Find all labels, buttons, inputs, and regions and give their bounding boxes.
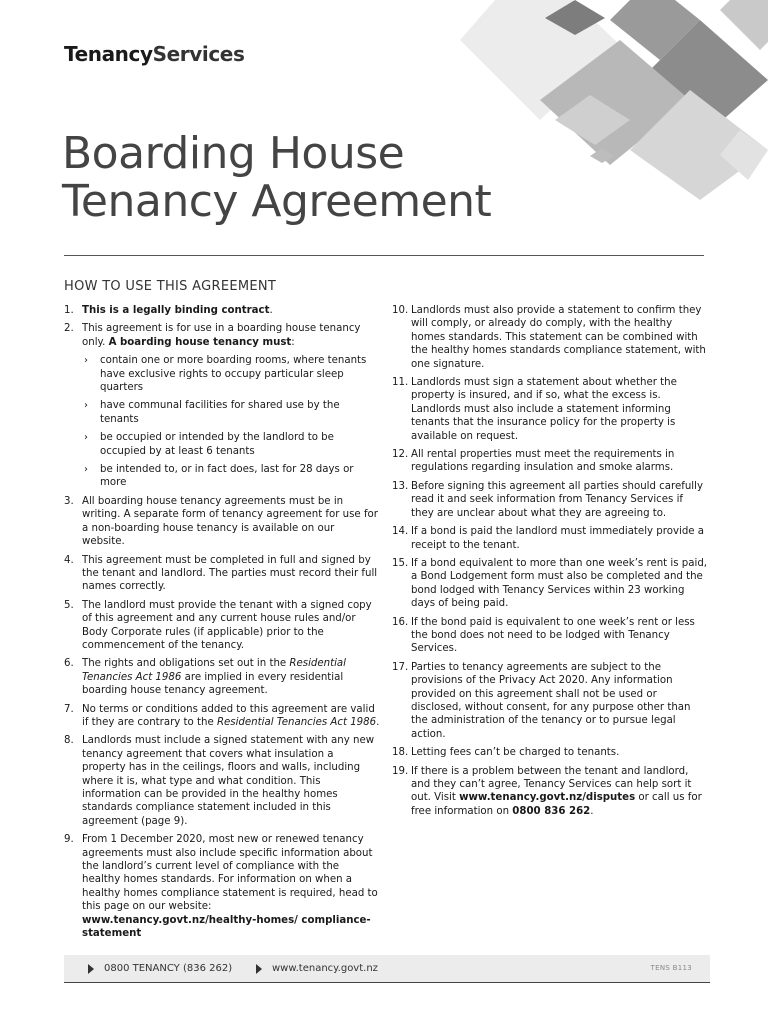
item-number: 6. xyxy=(64,658,74,670)
item-number: 13. xyxy=(392,480,409,492)
item-text: The rights and obligations set out in the xyxy=(82,658,290,670)
page-title xyxy=(62,130,491,226)
item-number: 17. xyxy=(392,661,409,673)
item-text: If a bond equivalent to more than one week’s rent is paid, a Bond Lodgement form must also be completed and the bond lodged with Tenancy Services within 23 working days of being paid. xyxy=(411,557,708,610)
healthy-homes-link[interactable]: www.tenancy.govt.nz/healthy-homes/ compliance-statement xyxy=(82,914,371,940)
footer-phone[interactable]: 0800 TENANCY (836 262) xyxy=(104,963,233,974)
item-number: 10. xyxy=(392,305,409,316)
item-text: . xyxy=(590,805,594,817)
section-heading: HOW TO USE THIS AGREEMENT xyxy=(64,279,277,294)
item-text: . xyxy=(269,305,273,316)
sub-item-text: have communal facilities for shared use by the tenants xyxy=(100,400,340,425)
item-text: If a bond is paid the landlord must immediately provide a receipt to the tenant. xyxy=(411,526,705,551)
item-number: 11. xyxy=(392,377,409,389)
item-number: 5. xyxy=(64,599,74,611)
list-item xyxy=(392,746,708,759)
list-item xyxy=(392,616,708,656)
item-number: 4. xyxy=(64,554,74,566)
item-strong: This is a legally binding contract xyxy=(82,305,270,316)
list-item xyxy=(392,448,708,475)
instructions-left-column xyxy=(64,304,380,945)
item-text: No terms or conditions added to this agreement are valid if they are contrary to the xyxy=(82,703,375,728)
item-colon: : xyxy=(291,336,295,348)
item-number: 7. xyxy=(64,703,74,715)
instructions-right-column xyxy=(392,304,708,823)
footer-website[interactable]: www.tenancy.govt.nz xyxy=(272,963,378,974)
item-text: Landlords must sign a statement about whether the property is insured, and if so, what the excess is. Landlords must also include a statement informing tenants that the insurance policy for the property is available on request. xyxy=(411,377,677,442)
sub-item xyxy=(82,431,380,458)
item-text: . xyxy=(376,716,380,728)
disputes-link[interactable]: www.tenancy.govt.nz/disputes xyxy=(459,792,636,804)
footer-bar xyxy=(64,955,710,983)
item-number: 15. xyxy=(392,557,409,569)
item-text: From 1 December 2020, most new or renewed tenancy agreements must also include specific information about the landlord’s current level of compliance with the healthy homes standards. For information on when a healthy homes compliance statement is required, head to this page on our website: xyxy=(82,834,378,913)
item-number: 19. xyxy=(392,765,409,777)
item-text: All boarding house tenancy agreements must be in writing. A separate form of tenancy agreement for use for a non-boarding house tenancy is available on our website. xyxy=(82,495,378,548)
list-item xyxy=(64,322,380,489)
item-text: If there is a problem between the tenant and landlord, and they can’t agree, Tenancy Services can help sort it out. Visit xyxy=(411,765,692,804)
item-text: Before signing this agreement all parties should carefully read it and seek information from Tenancy Services if they are unclear about what they are agreeing to. xyxy=(411,480,703,519)
item-number: 9. xyxy=(64,834,74,846)
item-text: This agreement is for use in a boarding house tenancy only. xyxy=(82,323,361,348)
arrow-right-icon xyxy=(256,964,262,974)
item-text: Parties to tenancy agreements are subject to the provisions of the Privacy Act 2020. Any information provided on this agreement shall not be used or disclosed, without consent, for any purpose other than the administration of the tenancy or to pursue legal action. xyxy=(411,661,691,740)
chevron-right-icon: › xyxy=(84,464,88,476)
list-item xyxy=(392,557,708,611)
item-number: 14. xyxy=(392,526,409,538)
arrow-right-icon xyxy=(88,964,94,974)
list-item xyxy=(64,833,380,940)
list-item xyxy=(392,376,708,443)
form-code: TENS B113 xyxy=(650,964,692,972)
item-text: are implied in every residential boarding house tenancy agreement. xyxy=(82,671,344,697)
sub-item xyxy=(82,354,380,394)
item-text: The landlord must provide the tenant with a signed copy of this agreement and any current house rules and/or Body Corporate rules (if applicable) prior to the commencement of the tenancy. xyxy=(82,599,372,651)
divider xyxy=(64,255,704,256)
list-item xyxy=(64,304,380,317)
item-text: or call us for free information on xyxy=(411,792,702,817)
list-item xyxy=(392,765,708,819)
item-text: If the bond paid is equivalent to one week’s rent or less the bond does not need to be lodged with Tenancy Services. xyxy=(411,616,695,655)
list-item xyxy=(64,734,380,828)
list-item xyxy=(392,661,708,741)
title-line-2: Tenancy Agreement xyxy=(62,176,492,227)
chevron-right-icon: › xyxy=(84,432,88,444)
list-item xyxy=(64,599,380,653)
item-act-name: Residential Tenancies Act 1986 xyxy=(82,658,346,683)
item-text: Landlords must also provide a statement to confirm they will comply, or already do comply, with the healthy homes standards. This statement can be combined with the healthy homes standards compliance statement, with one signature. xyxy=(411,305,706,370)
list-item xyxy=(64,554,380,594)
item-number: 3. xyxy=(64,495,74,507)
chevron-right-icon: › xyxy=(84,400,88,412)
item-number: 8. xyxy=(64,735,74,747)
sub-item xyxy=(82,463,380,490)
sub-item-text: be intended to, or in fact does, last for 28 days or more xyxy=(100,464,354,489)
title-line-1: Boarding House xyxy=(62,128,405,179)
brand-logo xyxy=(64,42,244,66)
sub-item-text: be occupied or intended by the landlord to be occupied by at least 6 tenants xyxy=(100,432,334,457)
item-number: 1. xyxy=(64,305,74,316)
sub-item-text: contain one or more boarding rooms, where tenants have exclusive rights to occupy particular sleep quarters xyxy=(100,355,367,394)
item-text: All rental properties must meet the requirements in regulations regarding insulation and smoke alarms. xyxy=(411,449,675,474)
item-number: 16. xyxy=(392,616,409,628)
item-text: Landlords must include a signed statement with any new tenancy agreement that covers what insulation a property has in the ceilings, floors and walls, including where it is, what type and what condition. This information can be provided in the healthy homes standards compliance statement included in this agreement (page 9). xyxy=(82,735,375,827)
item-text: This agreement must be completed in full and signed by the tenant and landlord. The parties must record their full names correctly. xyxy=(82,554,378,593)
item-number: 2. xyxy=(64,323,74,335)
brand-tenancy: Tenancy xyxy=(64,42,153,66)
item-number: 18. xyxy=(392,747,409,759)
list-item xyxy=(64,495,380,549)
list-item xyxy=(64,703,380,730)
list-item xyxy=(392,480,708,520)
list-item xyxy=(392,525,708,552)
list-item xyxy=(64,657,380,697)
chevron-right-icon: › xyxy=(84,355,88,367)
item-strong: A boarding house tenancy must xyxy=(108,336,292,348)
phone-number-link[interactable]: 0800 836 262 xyxy=(512,805,591,817)
item-act-name: Residential Tenancies Act 1986 xyxy=(216,716,377,728)
item-text: Letting fees can’t be charged to tenants. xyxy=(411,747,620,759)
brand-services: Services xyxy=(152,42,245,66)
list-item xyxy=(392,304,708,371)
item-number: 12. xyxy=(392,449,409,461)
sub-item xyxy=(82,399,380,426)
